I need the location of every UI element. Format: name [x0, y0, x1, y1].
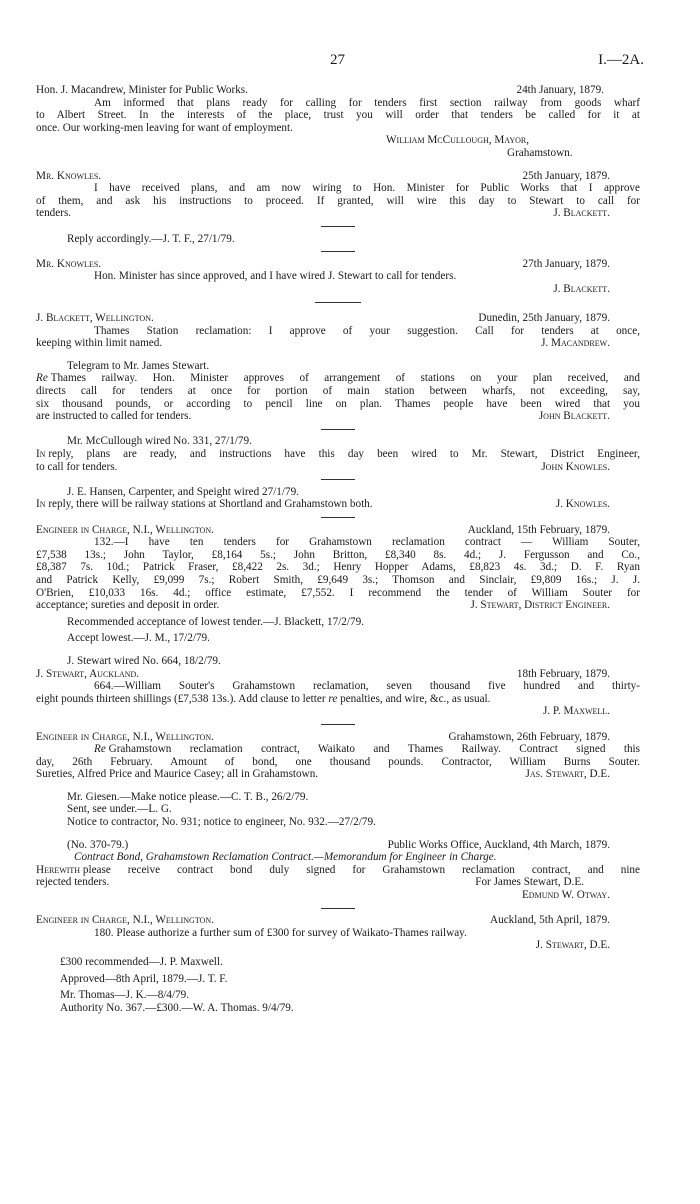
body-line: Grahamstown reclamation contract, Waikato and Thames Railway. Contract signed this	[108, 743, 640, 756]
re-label: re	[328, 692, 338, 705]
memo-title: Contract Bond, Grahamstown Reclamation Contract.—Memorandum for Engineer in Charge.	[74, 851, 497, 864]
date: 18th February, 1879.	[516, 667, 610, 680]
divider	[321, 479, 355, 480]
heading: Mr. McCullough wired No. 331, 27/1/79.	[67, 435, 252, 448]
note-line: Mr. Thomas—J. K.—8/4/79.	[60, 989, 190, 1002]
re-label: Re	[94, 743, 106, 756]
body-line: 664.—William Souter's Grahamstown reclamation, seven thousand five hundred and thirty-	[94, 680, 640, 693]
document-reference: I.—2A.	[598, 52, 644, 68]
signature: John Blackett.	[538, 410, 610, 423]
signature: J. Macandrew.	[541, 337, 610, 350]
date: Dunedin, 25th January, 1879.	[478, 312, 610, 325]
heading: J. E. Hansen, Carpenter, and Speight wired 27/1/79.	[67, 485, 299, 498]
body-line: Hon. Minister has since approved, and I have wired J. Stewart to call for tenders.	[94, 270, 457, 283]
body-line: I have received plans, and am now wiring to Hon. Minister for Public Works that I approve	[94, 182, 640, 195]
in-reply-label: In	[36, 498, 46, 511]
note-line: Mr. Giesen.—Make notice please.—C. T. B., 26/2/79.	[67, 790, 309, 803]
note-line: Authority No. 367.—£300.—W. A. Thomas. 9/4/79.	[60, 1001, 294, 1014]
body-line: eight pounds thirteen shillings (£7,538 13s.). Add clause to letter	[36, 692, 326, 705]
telegram-entry	[36, 655, 640, 731]
body-line: O'Brien, £10,033 16s. 4d.; office estimate, £7,552. I recommend the tender of William Souter for	[36, 586, 640, 599]
addressee: Engineer in Charge, N.I., Wellington.	[36, 523, 214, 536]
body-line: are instructed to called for tenders.	[36, 410, 192, 423]
body-line: Thames Station reclamation: I approve of your suggestion. Call for tenders at once,	[94, 324, 640, 337]
signature: J. Blackett.	[553, 207, 610, 220]
memorandum-entry	[36, 839, 640, 915]
heading: J. Stewart wired No. 664, 18/2/79.	[67, 654, 221, 667]
herewith-label: Herewith	[36, 863, 81, 876]
body-line: Sureties, Alfred Price and Maurice Casey; all in Grahamstown.	[36, 768, 319, 781]
addressee: Mr. Knowles.	[36, 169, 102, 182]
reply-note: Reply accordingly.—J. T. F., 27/1/79.	[67, 232, 235, 245]
note-line: Sent, see under.—L. G.	[67, 803, 172, 816]
body-line: tenders.	[36, 207, 72, 220]
addressee: Engineer in Charge, N.I., Wellington.	[36, 730, 214, 743]
divider	[321, 226, 355, 227]
telegram-entry	[36, 312, 640, 350]
body-line: acceptance; sureties and deposit in order.	[36, 599, 220, 612]
body-line: Thames railway. Hon. Minister approves of arrangement of stations on your plan received, and	[50, 372, 640, 385]
divider	[321, 724, 355, 725]
memo-number: (No. 370-79.)	[67, 838, 129, 851]
signature: J. Knowles.	[555, 498, 610, 511]
body-line: once. Our working-men leaving for want of employment.	[36, 121, 293, 134]
note-line: Recommended acceptance of lowest tender.—J. Blackett, 17/2/79.	[67, 615, 364, 628]
addressee: J. Stewart, Auckland.	[36, 667, 140, 680]
body-line: 180. Please authorize a further sum of £300 for survey of Waikato-Thames railway.	[94, 926, 467, 939]
body-line: penalties, and wire, &c., as usual.	[340, 692, 491, 705]
date: 27th January, 1879.	[522, 257, 610, 270]
telegram-entry	[36, 486, 640, 524]
signature-place: Grahamstown.	[507, 146, 573, 159]
re-label: Re	[36, 372, 48, 385]
divider	[321, 908, 355, 909]
telegram-entry	[36, 731, 640, 829]
body-line: keeping within limit named.	[36, 337, 163, 350]
date: Auckland, 15th February, 1879.	[467, 523, 610, 536]
signature: J. P. Maxwell.	[542, 705, 610, 718]
body-line: directs call for tenders at once for portion of main station between wharfs, not exceeding, say,	[36, 385, 640, 398]
body-line: day, 26th February. Amount of bond, one thousand pounds. Contractor, William Burns Souter.	[36, 755, 640, 768]
signature: J. Blackett.	[553, 282, 610, 295]
telegram-entry	[36, 914, 640, 1014]
body-line: rejected tenders.	[36, 876, 110, 889]
telegram-entry	[36, 435, 640, 485]
body-line: please receive contract bond duly signed for Grahamstown reclamation contract, and nine	[82, 863, 640, 876]
note-line: Approved—8th April, 1879.—J. T. F.	[60, 972, 228, 985]
heading: Telegram to Mr. James Stewart.	[67, 359, 210, 372]
body-line: to Albert Street. In the interests of the place, trust you will order that tenders be called for it at	[36, 109, 640, 122]
divider	[321, 429, 355, 430]
date: Auckland, 5th April, 1879.	[490, 914, 610, 927]
addressee: J. Blackett, Wellington.	[36, 312, 154, 325]
body-line: £8,387 7s. 10d.; Patrick Fraser, £8,422 2s. 3d.; Henry Hopper Adams, £8,823 4s. 3d.; D. F. Ryan	[36, 561, 640, 574]
addressee: Hon. J. Macandrew, Minister for Public Works.	[36, 84, 248, 96]
note-line: £300 recommended—J. P. Maxwell.	[60, 956, 223, 968]
in-reply-label: In	[36, 448, 46, 461]
body-line: £7,538 13s.; John Taylor, £8,164 5s.; John Britton, £8,340 8s. 4d.; J. Fergusson and Co.,	[36, 548, 640, 561]
divider	[321, 251, 355, 252]
for-line: For James Stewart, D.E.	[475, 876, 584, 889]
telegram-entry	[36, 258, 640, 308]
divider	[321, 517, 355, 518]
addressee: Engineer in Charge, N.I., Wellington.	[36, 914, 214, 927]
body-line: Am informed that plans ready for calling for tenders first section railway from goods wharf	[94, 96, 640, 109]
correspondence-body	[36, 84, 640, 1014]
telegram-entry	[36, 360, 640, 436]
body-line: reply, plans are ready, and instructions have this day been wired to Mr. Stewart, District Engineer,	[48, 448, 640, 461]
telegram-entry	[36, 84, 640, 160]
addressee: Mr. Knowles.	[36, 257, 102, 270]
telegram-entry	[36, 170, 640, 258]
date: Public Works Office, Auckland, 4th March, 1879.	[387, 838, 610, 851]
body-line: of them, and ask his instructions to proceed. If granted, will wire this day to Stewart to call for	[36, 194, 640, 207]
date: 25th January, 1879.	[522, 169, 610, 182]
body-line: and Patrick Kelly, £9,099 7s.; Robert Smith, £9,649 3s.; Thomson and Sinclair, £9,809 16s.; J. J.	[36, 573, 640, 586]
signature: J. Stewart, D.E.	[535, 939, 610, 952]
note-line: Notice to contractor, No. 931; notice to engineer, No. 932.—27/2/79.	[67, 816, 376, 829]
body-line: six thousand pounds, or according to pencil line on plan. Thames people have been wired that you	[36, 397, 640, 410]
signature: Edmund W. Otway.	[521, 889, 610, 902]
telegram-entry	[36, 524, 640, 645]
body-line: to call for tenders.	[36, 460, 118, 473]
body-line: 132.—I have ten tenders for Grahamstown reclamation contract — William Souter,	[94, 536, 640, 549]
note-line: Accept lowest.—J. M., 17/2/79.	[67, 632, 210, 645]
signature: John Knowles.	[541, 460, 610, 473]
signature: J. Stewart, District Engineer.	[470, 599, 610, 612]
page-number: 27	[330, 52, 345, 68]
body-line: reply, there will be railway stations at Shortland and Grahamstown both.	[48, 498, 373, 511]
signature: Jas. Stewart, D.E.	[525, 768, 610, 781]
signature: William McCullough, Mayor,	[386, 134, 530, 147]
date: 24th January, 1879.	[516, 84, 604, 96]
divider	[315, 302, 361, 303]
date: Grahamstown, 26th February, 1879.	[448, 730, 610, 743]
